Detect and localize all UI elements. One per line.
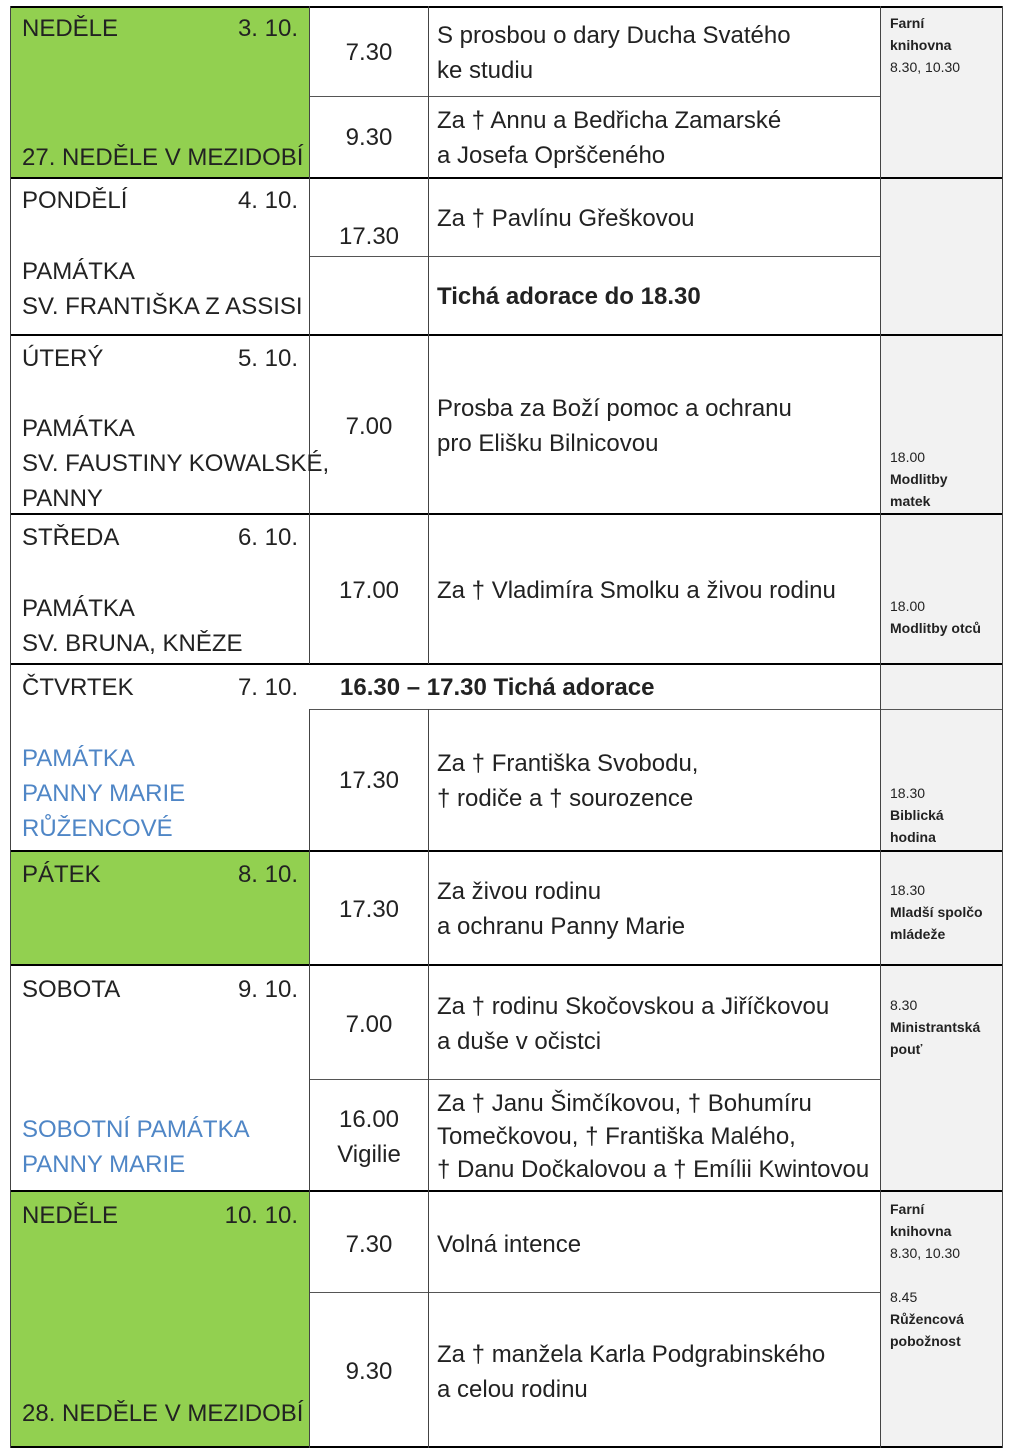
note-text: Modlitby matek xyxy=(890,471,948,509)
event-note xyxy=(890,446,948,512)
event-note xyxy=(890,782,944,848)
mass-intention: Za † rodinu Skočovskou a Jiříčkovou a duše v očistci xyxy=(437,993,830,1055)
note-text: Biblická hodina xyxy=(890,807,944,845)
day-name: PÁTEK xyxy=(22,861,101,888)
day-date: 9. 10. xyxy=(237,976,298,1003)
column-divider xyxy=(880,6,881,1448)
adoration-text: 16.30 – 17.30 Tichá adorace xyxy=(340,674,655,701)
adoration-text: Tichá adorace do 18.30 xyxy=(437,283,701,310)
mass-intention: Prosba za Boží pomoc a ochranu pro Elišku Bilnicovou xyxy=(437,395,792,457)
mass-time: 17.00 xyxy=(338,577,400,604)
column-divider xyxy=(1002,6,1003,1448)
note-text: Mladší spolčo mládeže xyxy=(890,904,983,942)
event-note xyxy=(890,595,981,639)
mass-time: 17.30 xyxy=(338,896,400,923)
mass-divider xyxy=(309,709,1003,710)
notes-cell-background-wednesday xyxy=(881,515,1002,663)
mass-time: 17.30 xyxy=(338,767,400,794)
feast-name: PAMÁTKA PANNY MARIE RŮŽENCOVÉ xyxy=(22,745,186,842)
mass-time: 9.30 xyxy=(345,124,393,151)
mass-time: 9.30 xyxy=(345,1358,393,1385)
event-note xyxy=(890,994,980,1060)
feast-name: PAMÁTKA SV. BRUNA, KNĚZE xyxy=(22,595,243,657)
note-time: 8.30 xyxy=(890,997,918,1013)
day-name: STŘEDA xyxy=(22,524,120,551)
note-line: knihovna xyxy=(890,1223,952,1239)
note-time: 8.45 xyxy=(890,1289,918,1305)
column-divider xyxy=(10,6,11,1448)
note-time: 18.30 xyxy=(890,785,926,801)
mass-time: 7.00 xyxy=(345,413,393,440)
event-note xyxy=(890,1286,964,1352)
mass-time: 7.30 xyxy=(345,39,393,66)
row-divider xyxy=(10,1190,1003,1192)
mass-intention: Za † Pavlínu Gřeškovou xyxy=(437,205,695,232)
mass-time: 7.00 xyxy=(345,1011,393,1038)
day-date: 7. 10. xyxy=(237,674,298,701)
day-name: PONDĚLÍ xyxy=(22,187,128,214)
mass-intention: Volná intence xyxy=(437,1231,582,1258)
day-name: SOBOTA xyxy=(22,976,121,1003)
column-divider xyxy=(309,709,310,1448)
note-text: Modlitby otců xyxy=(890,620,981,636)
mass-intention: Za živou rodinu a ochranu Panny Marie xyxy=(437,878,686,940)
feast-name: 28. NEDĚLE V MEZIDOBÍ xyxy=(22,1400,304,1427)
row-divider xyxy=(10,850,1003,852)
library-note xyxy=(890,1198,960,1264)
mass-time: 16.00 Vigilie xyxy=(337,1106,401,1168)
note-line: 8.30, 10.30 xyxy=(890,1245,961,1261)
note-time: 18.00 xyxy=(890,449,926,465)
event-note xyxy=(890,879,983,945)
note-line: Farní xyxy=(890,1201,925,1217)
day-date: 4. 10. xyxy=(237,187,298,214)
day-date: 3. 10. xyxy=(237,15,298,42)
day-date: 10. 10. xyxy=(224,1202,298,1229)
row-divider xyxy=(10,964,1003,966)
note-line: Farní xyxy=(890,15,925,31)
mass-intention: S prosbou o dary Ducha Svatého ke studiu xyxy=(437,22,791,84)
day-name: ČTVRTEK xyxy=(22,674,134,701)
day-date: 8. 10. xyxy=(237,861,298,888)
day-date: 5. 10. xyxy=(237,345,298,372)
row-divider xyxy=(10,6,1003,8)
note-line: knihovna xyxy=(890,37,952,53)
feast-name: 27. NEDĚLE V MEZIDOBÍ xyxy=(22,144,304,171)
mass-intention: Za † Janu Šimčíkovou, † Bohumíru Tomečkovou, † Františka Malého, † Danu Dočkalovou a † Emílii Kwintovou xyxy=(437,1090,870,1183)
day-name: ÚTERÝ xyxy=(22,345,104,372)
mass-divider xyxy=(309,1079,881,1080)
mass-time: 17.30 xyxy=(338,223,400,250)
mass-time: 7.30 xyxy=(345,1231,393,1258)
mass-divider xyxy=(309,1292,881,1293)
day-name: NEDĚLE xyxy=(22,15,119,42)
row-divider xyxy=(10,663,1003,665)
feast-name: PAMÁTKA SV. FRANTIŠKA Z ASSISI xyxy=(22,258,303,320)
mass-intention: Za † Vladimíra Smolku a živou rodinu xyxy=(437,577,836,604)
mass-intention: Za † manžela Karla Podgrabinského a celou rodinu xyxy=(437,1341,826,1403)
notes-cell-background-monday xyxy=(881,179,1002,334)
note-text: Růžencová pobožnost xyxy=(890,1311,964,1349)
column-divider xyxy=(309,6,310,664)
column-divider xyxy=(428,6,429,664)
row-divider xyxy=(10,1446,1003,1448)
mass-intention: Za † Františka Svobodu, † rodiče a † sourozence xyxy=(437,750,699,812)
day-name: NEDĚLE xyxy=(22,1202,119,1229)
day-date: 6. 10. xyxy=(237,524,298,551)
feast-name: PAMÁTKA SV. FAUSTINY KOWALSKÉ, PANNY xyxy=(22,415,330,512)
feast-name: SOBOTNÍ PAMÁTKA PANNY MARIE xyxy=(22,1116,250,1178)
note-text: Ministrantská pouť xyxy=(890,1019,981,1057)
note-time: 18.30 xyxy=(890,882,926,898)
mass-divider xyxy=(309,256,881,257)
mass-divider xyxy=(309,96,881,97)
row-divider xyxy=(10,334,1003,336)
library-note xyxy=(890,12,960,78)
row-divider xyxy=(10,177,1003,179)
note-line: 8.30, 10.30 xyxy=(890,59,961,75)
note-time: 18.00 xyxy=(890,598,926,614)
column-divider xyxy=(428,709,429,1448)
mass-intention: Za † Annu a Bedřicha Zamarské a Josefa Oprščeného xyxy=(437,107,782,169)
